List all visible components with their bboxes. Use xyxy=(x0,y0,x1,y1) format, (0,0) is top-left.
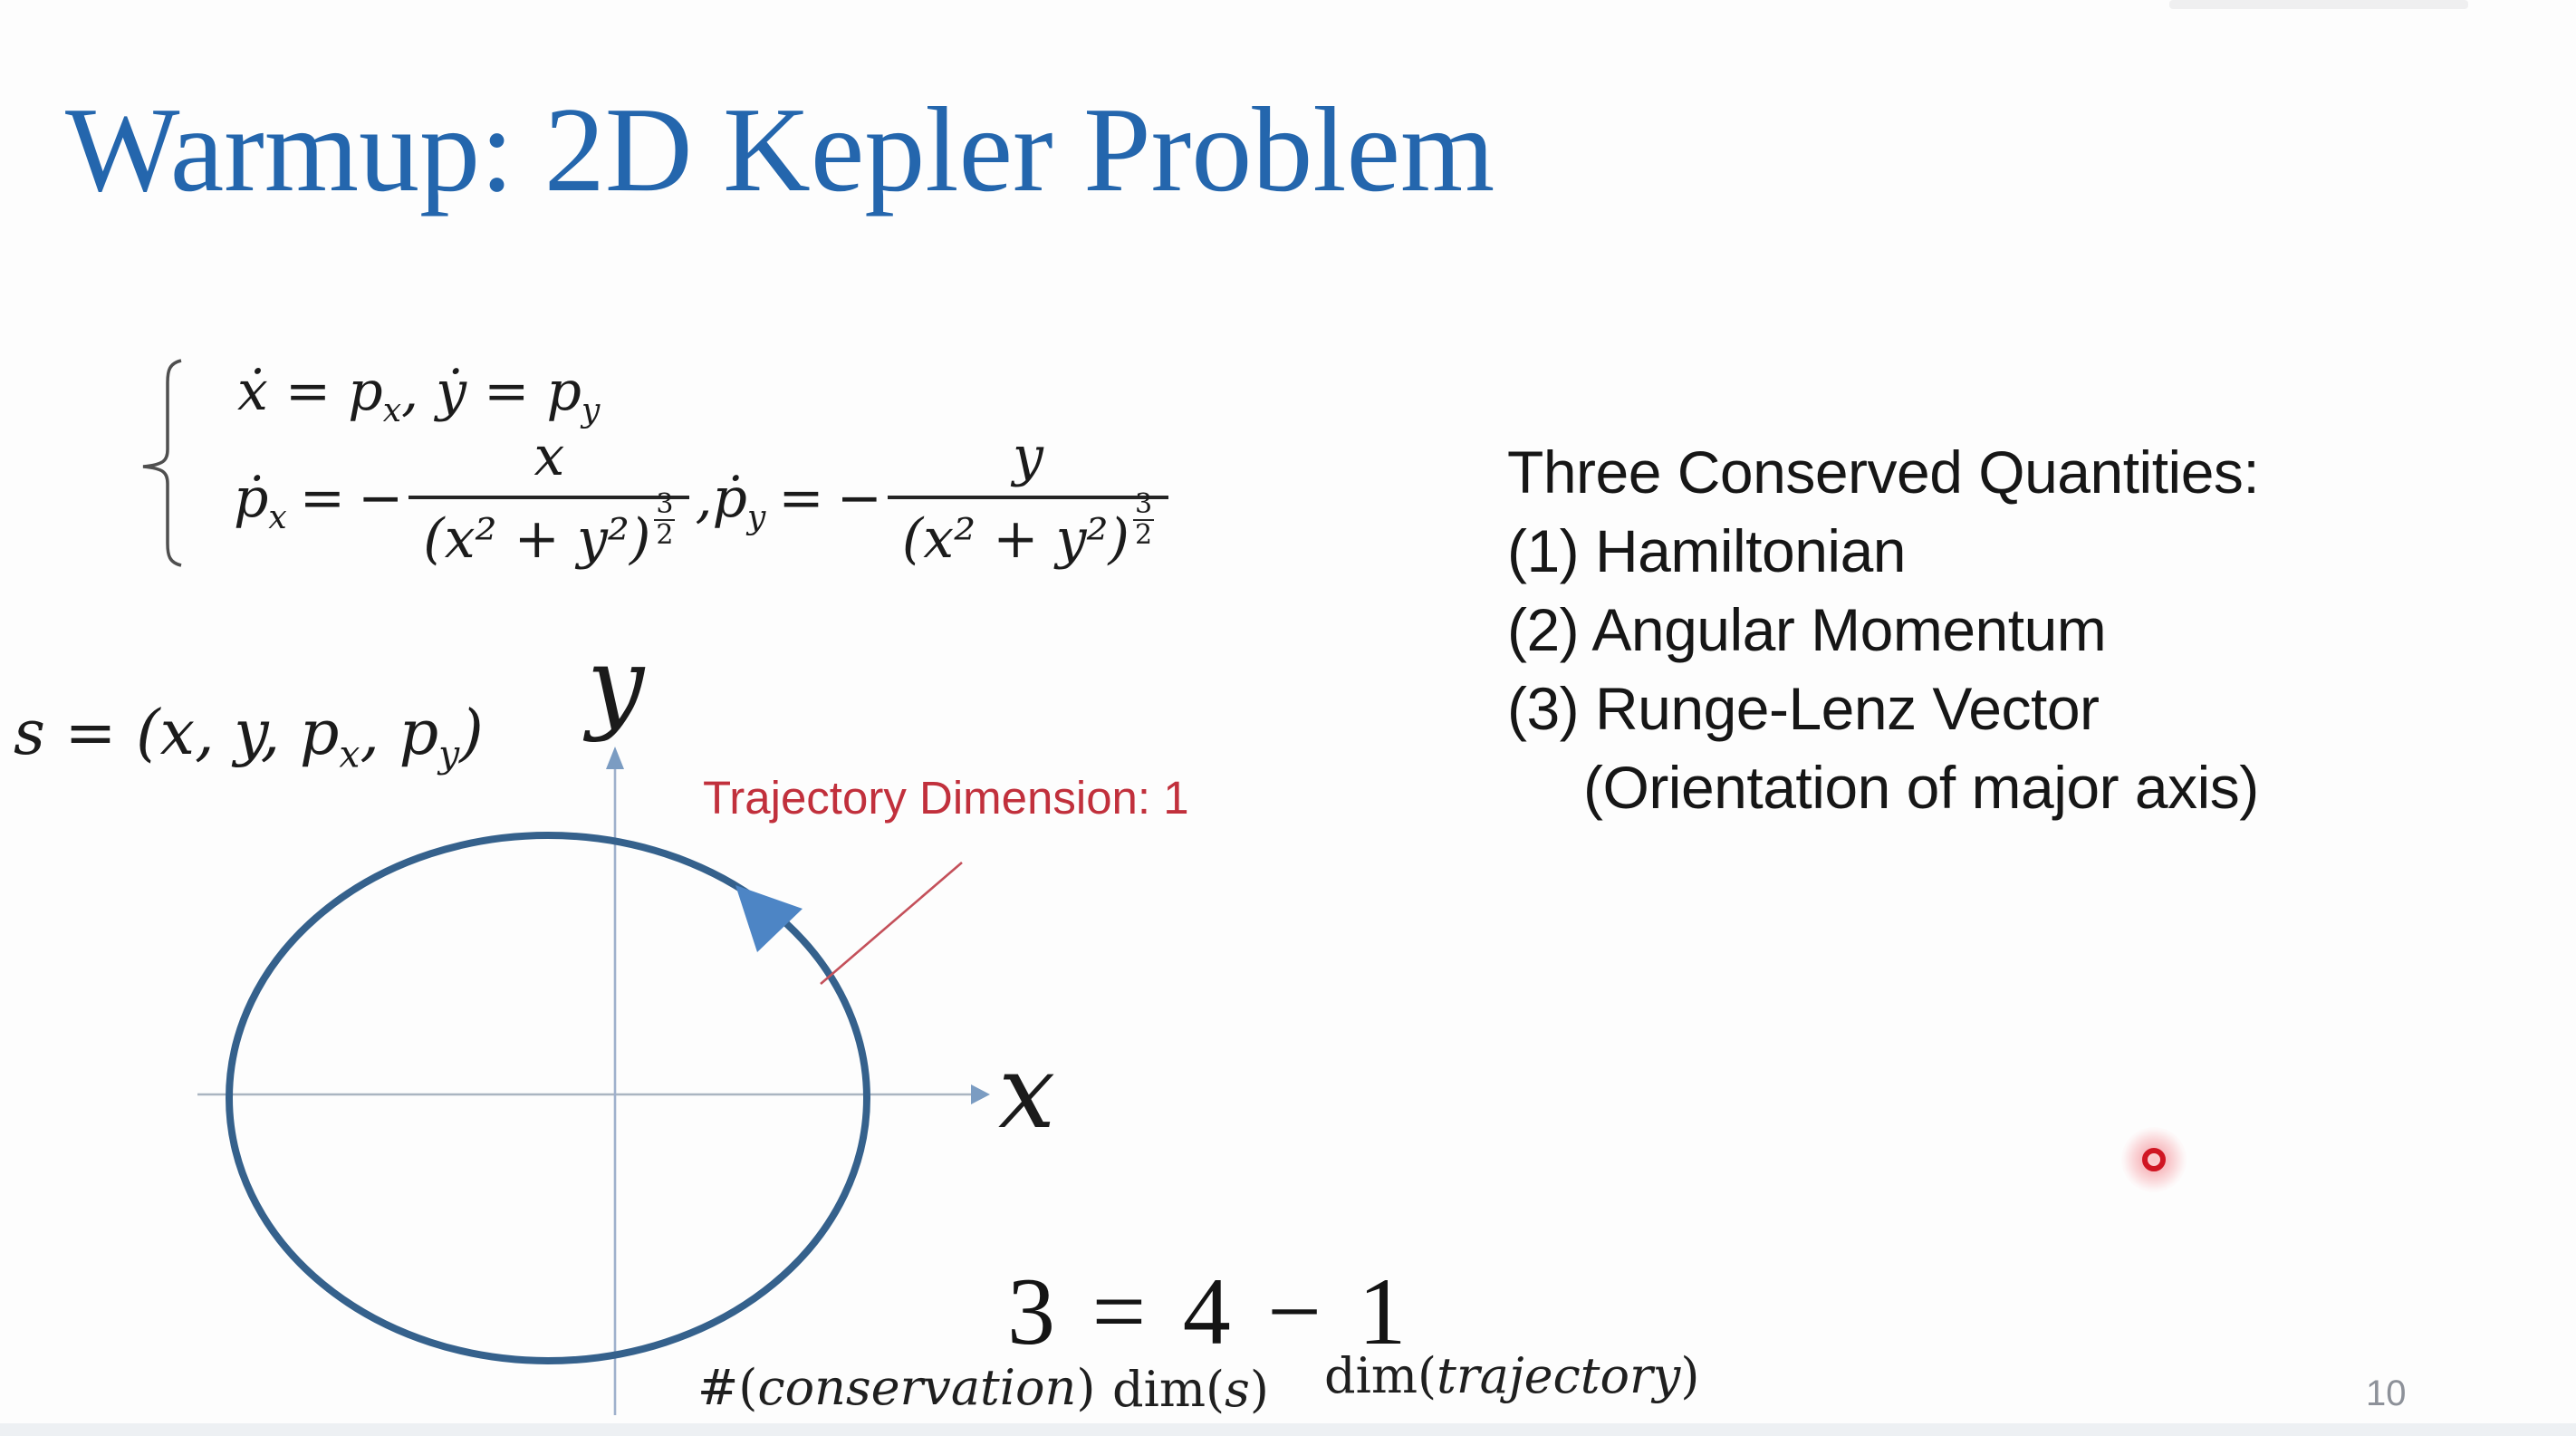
label-dim-trajectory: dim(trajectory) xyxy=(1324,1347,1700,1404)
ode-line-2: ṗ$_x$ = − x (x² + y²) 3 2 , ṗ$_y$ = − y (x² + y²) 3 2 xyxy=(234,426,1174,571)
fraction-x: x (x² + y²) 3 2 xyxy=(409,426,689,571)
x-axis-label: x xyxy=(998,1034,1056,1152)
label-num-conservation: #(conservation) xyxy=(697,1359,1096,1416)
fraction-y: y (x² + y²) 3 2 xyxy=(888,426,1168,571)
exponent-three-halves: 3 2 xyxy=(656,488,674,551)
ode-line-1: ẋ = $p_x$, ẏ = $p_y$ xyxy=(237,360,601,429)
system-brace xyxy=(143,361,181,565)
pdot-y: ṗ$_y$ xyxy=(712,466,766,536)
label-dim-s: dim(s) xyxy=(1112,1361,1269,1418)
conserved-item-1: (1) Hamiltonian xyxy=(1507,517,1906,584)
annotation-leader-line xyxy=(821,863,962,984)
x-axis-arrowhead xyxy=(971,1084,990,1104)
y-axis-arrowhead xyxy=(606,747,624,769)
exponent-three-halves: 3 2 xyxy=(1134,488,1153,551)
state-vector-equation: s = (x, y, $p_x$, $p_y$) xyxy=(14,698,484,776)
laser-pointer-dot xyxy=(2142,1148,2166,1171)
page-title: Warmup: 2D Kepler Problem xyxy=(65,82,1495,217)
conserved-item-2: (2) Angular Momentum xyxy=(1507,596,2107,663)
trajectory-dimension-annotation: Trajectory Dimension: 1 xyxy=(703,772,1189,824)
pdot-x: ṗ$_x$ xyxy=(234,466,287,536)
counting-equation: 3 = 4 − 1 xyxy=(1007,1258,1409,1364)
orbit-direction-arrowhead xyxy=(735,885,803,952)
conserved-quantities-list xyxy=(1507,433,2259,827)
y-axis-label: y xyxy=(587,626,645,744)
conserved-item-3: (3) Runge-Lenz Vector xyxy=(1507,675,2100,742)
xdot: ẋ xyxy=(237,360,268,423)
conserved-heading: Three Conserved Quantities: xyxy=(1507,439,2260,506)
conserved-item-3-note: (Orientation of major axis) xyxy=(1583,754,2259,821)
ydot: ẏ xyxy=(436,360,467,423)
page-number: 10 xyxy=(2366,1373,2407,1413)
